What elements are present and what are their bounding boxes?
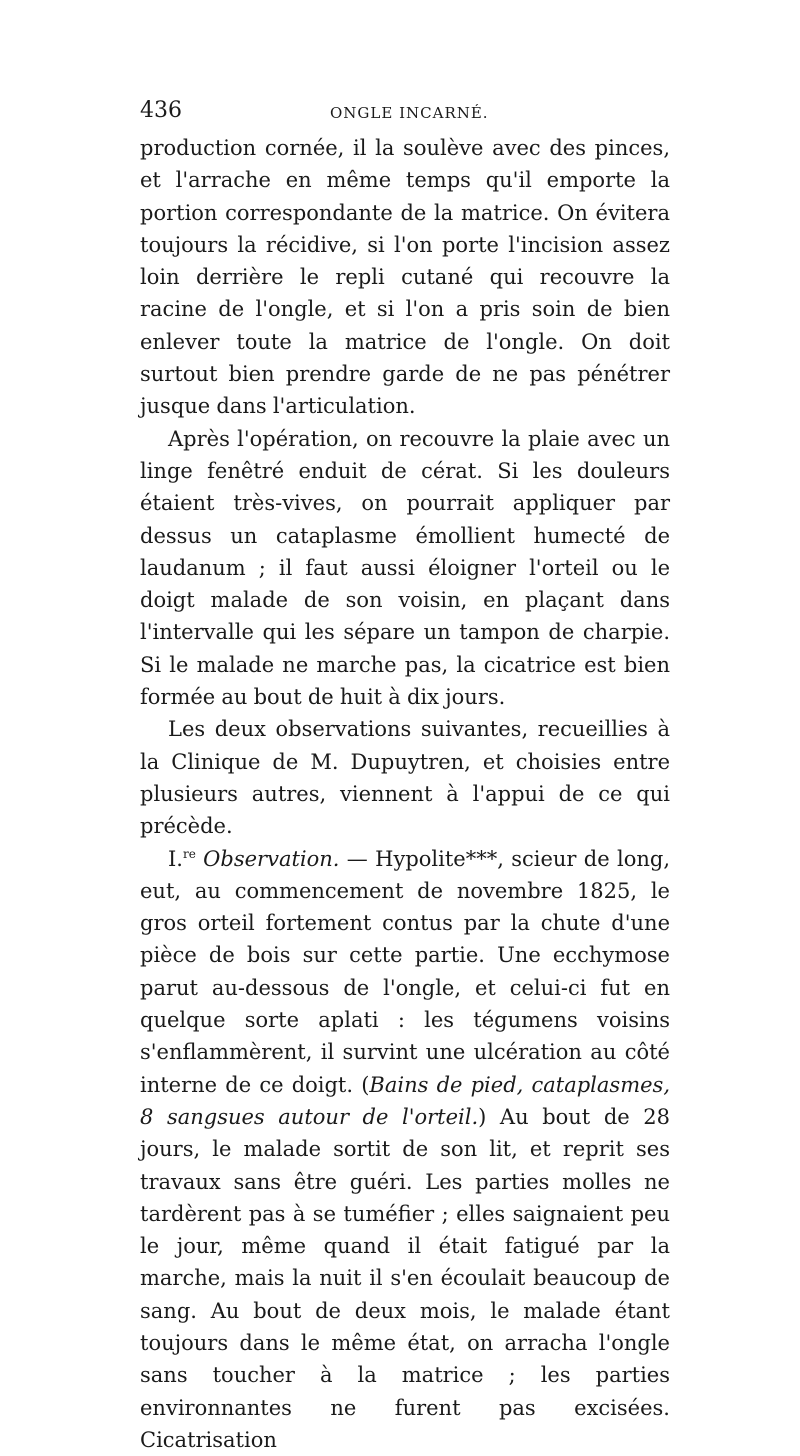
- observation-paragraph: [140, 843, 670, 1456]
- observation-label: Observation.: [203, 846, 340, 871]
- observation-treatment: Bains de pied, cataplasmes, 8 sangsues autour de l'orteil.: [140, 1072, 670, 1129]
- paragraph: production cornée, il la soulève avec des pinces, et l'arrache en même temps qu'il emporte la portion correspondante de la matrice. On évitera toujours la récidive, si l'on porte l'incision assez loin derrière le repli cutané qui recouvre la racine de l'ongle, et si l'on a pris soin de bien enlever toute la matrice de l'ongle. On doit surtout bien prendre garde de ne pas pénétrer jusque dans l'articulation.: [140, 136, 670, 419]
- observation-text: — Hypolite***, scieur de long, eut, au commencement de novembre 1825, le gros orteil fortement contus par la chute d'une pièce de bois sur cette partie. Une ecchymose parut au-dessous de l'ongle, et celui-ci fut en quelque sorte aplati : les tégumens voisins s'enflammèrent, il survint une ulcération au côté interne de ce doigt. (: [140, 846, 670, 1097]
- book-page: [140, 98, 670, 1456]
- observation-text-continued: ) Au bout de 28 jours, le malade sortit de son lit, et reprit ses travaux sans être guéri. Les parties molles ne tardèrent pas à se tuméfier ; elles saignaient peu le jour, même quand il était fatigué par la marche, mais la nuit il s'en écoulait beaucoup de sang. Au bout de deux mois, le malade étant toujours dans le même état, on arracha l'ongle sans toucher à la matrice ; les parties environnantes ne furent pas excisées. Cicatrisation: [140, 1104, 670, 1452]
- body-text: [140, 132, 670, 1456]
- observation-number-superscript: re: [182, 846, 196, 861]
- page-number: 436: [140, 98, 182, 123]
- paragraph: Les deux observations suivantes, recueillies à la Clinique de M. Dupuytren, et choisies entre plusieurs autres, viennent à l'appui de ce qui précède.: [140, 717, 670, 839]
- running-title: ONGLE INCARNÉ.: [330, 104, 489, 122]
- observation-number: I.: [168, 846, 183, 871]
- paragraph: Après l'opération, on recouvre la plaie avec un linge fenêtré enduit de cérat. Si les douleurs étaient très-vives, on pourrait appliquer par dessus un cataplasme émollient humecté de laudanum ; il faut aussi éloigner l'orteil ou le doigt malade de son voisin, en plaçant dans l'intervalle qui les sépare un tampon de charpie. Si le malade ne marche pas, la cicatrice est bien formée au bout de huit à dix jours.: [140, 426, 670, 710]
- page-header: [140, 98, 670, 132]
